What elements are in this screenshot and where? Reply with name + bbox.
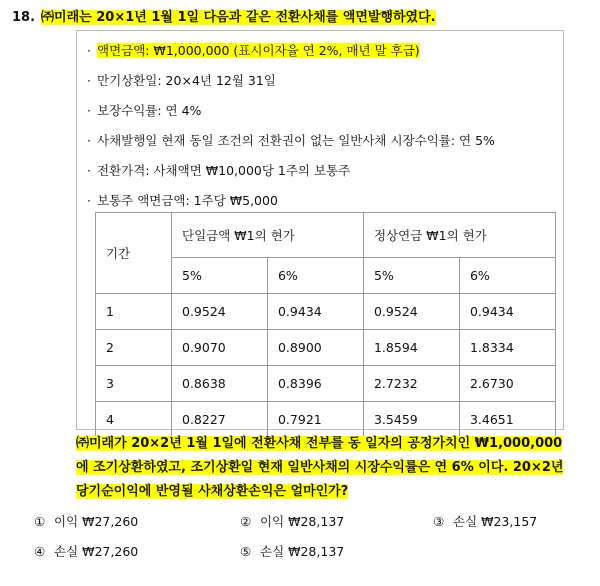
period-cell: 4	[96, 402, 172, 438]
option-mark: ①	[34, 514, 46, 529]
table-header-row	[96, 213, 556, 258]
condition-text: 만기상환일: 20×4년 12월 31일	[97, 73, 276, 88]
table-row	[96, 330, 556, 366]
answer-option-5[interactable]	[240, 542, 344, 560]
option-text: 손실 ₩27,260	[54, 544, 139, 559]
option-mark: ③	[433, 514, 445, 529]
conditions-box	[76, 30, 564, 430]
period-cell: 1	[96, 294, 172, 330]
follow-up-part1: ㈜미래가 20×2년 1월 1일에 전환사채 전부를 동 일자의 공정가치인 ₩1,000,000에 조기상환하였고, 조기상환일 현재 일반사채의 시장수익률은 연 6% 이다.	[76, 436, 563, 475]
value-cell: 2.7232	[363, 366, 459, 402]
value-cell: 0.8900	[267, 330, 363, 366]
value-cell: 0.9434	[267, 294, 363, 330]
value-cell: 3.4651	[459, 402, 555, 438]
condition-item	[87, 131, 495, 149]
rate-cell: 5%	[172, 258, 268, 294]
condition-item	[87, 71, 276, 89]
period-cell: 3	[96, 366, 172, 402]
period-header: 기간	[96, 213, 172, 294]
bullet: ·	[87, 73, 91, 88]
condition-item	[87, 191, 278, 209]
condition-text: 사채발행일 현재 동일 조건의 전환권이 없는 일반사채 시장수익률: 연 5%	[97, 133, 495, 148]
question-header	[12, 6, 436, 25]
condition-item	[87, 101, 201, 119]
follow-up-question	[76, 432, 566, 504]
condition-text: 보장수익률: 연 4%	[97, 103, 202, 118]
value-cell: 3.5459	[363, 402, 459, 438]
value-cell: 0.9434	[459, 294, 555, 330]
question-stem: ㈜미래는 20×1년 1월 1일 다음과 같은 전환사채를 액면발행하였다.	[41, 10, 436, 25]
condition-text: 전환가격: 사채액면 ₩10,000당 1주의 보통주	[97, 163, 351, 178]
condition-item	[87, 41, 420, 59]
value-cell: 0.7921	[267, 402, 363, 438]
option-text: 이익 ₩28,137	[260, 514, 345, 529]
value-cell: 1.8334	[459, 330, 555, 366]
annuity-header: 정상연금 ₩1의 현가	[363, 213, 555, 258]
condition-text: 보통주 액면금액: 1주당 ₩5,000	[97, 193, 278, 208]
value-cell: 0.8638	[172, 366, 268, 402]
rate-cell: 6%	[459, 258, 555, 294]
table-row	[96, 366, 556, 402]
option-mark: ②	[240, 514, 252, 529]
table-row	[96, 294, 556, 330]
present-value-table	[95, 212, 556, 438]
bullet: ·	[87, 193, 91, 208]
bullet: ·	[87, 133, 91, 148]
option-mark: ④	[34, 544, 46, 559]
bullet: ·	[87, 43, 91, 58]
option-mark: ⑤	[240, 544, 252, 559]
question-number: 18.	[12, 10, 36, 25]
option-text: 이익 ₩27,260	[54, 514, 139, 529]
value-cell: 0.8227	[172, 402, 268, 438]
answer-option-1[interactable]	[34, 512, 138, 530]
condition-item	[87, 161, 350, 179]
period-cell: 2	[96, 330, 172, 366]
option-text: 손실 ₩28,137	[260, 544, 345, 559]
value-cell: 1.8594	[363, 330, 459, 366]
answer-option-2[interactable]	[240, 512, 344, 530]
answer-option-4[interactable]	[34, 542, 138, 560]
value-cell: 0.8396	[267, 366, 363, 402]
value-cell: 0.9524	[363, 294, 459, 330]
option-text: 손실 ₩23,157	[453, 514, 538, 529]
value-cell: 0.9070	[172, 330, 268, 366]
follow-up-part2: 20×2년 당기순이익에 반영될 사채상환손익은 얼마인가?	[76, 460, 564, 499]
single-sum-header: 단일금액 ₩1의 현가	[172, 213, 364, 258]
rate-cell: 6%	[267, 258, 363, 294]
value-cell: 2.6730	[459, 366, 555, 402]
value-cell: 0.9524	[172, 294, 268, 330]
bullet: ·	[87, 103, 91, 118]
condition-text: 액면금액: ₩1,000,000 (표시이자율 연 2%, 매년 말 후급)	[97, 43, 420, 58]
rate-cell: 5%	[363, 258, 459, 294]
answer-option-3[interactable]	[433, 512, 537, 530]
bullet: ·	[87, 163, 91, 178]
